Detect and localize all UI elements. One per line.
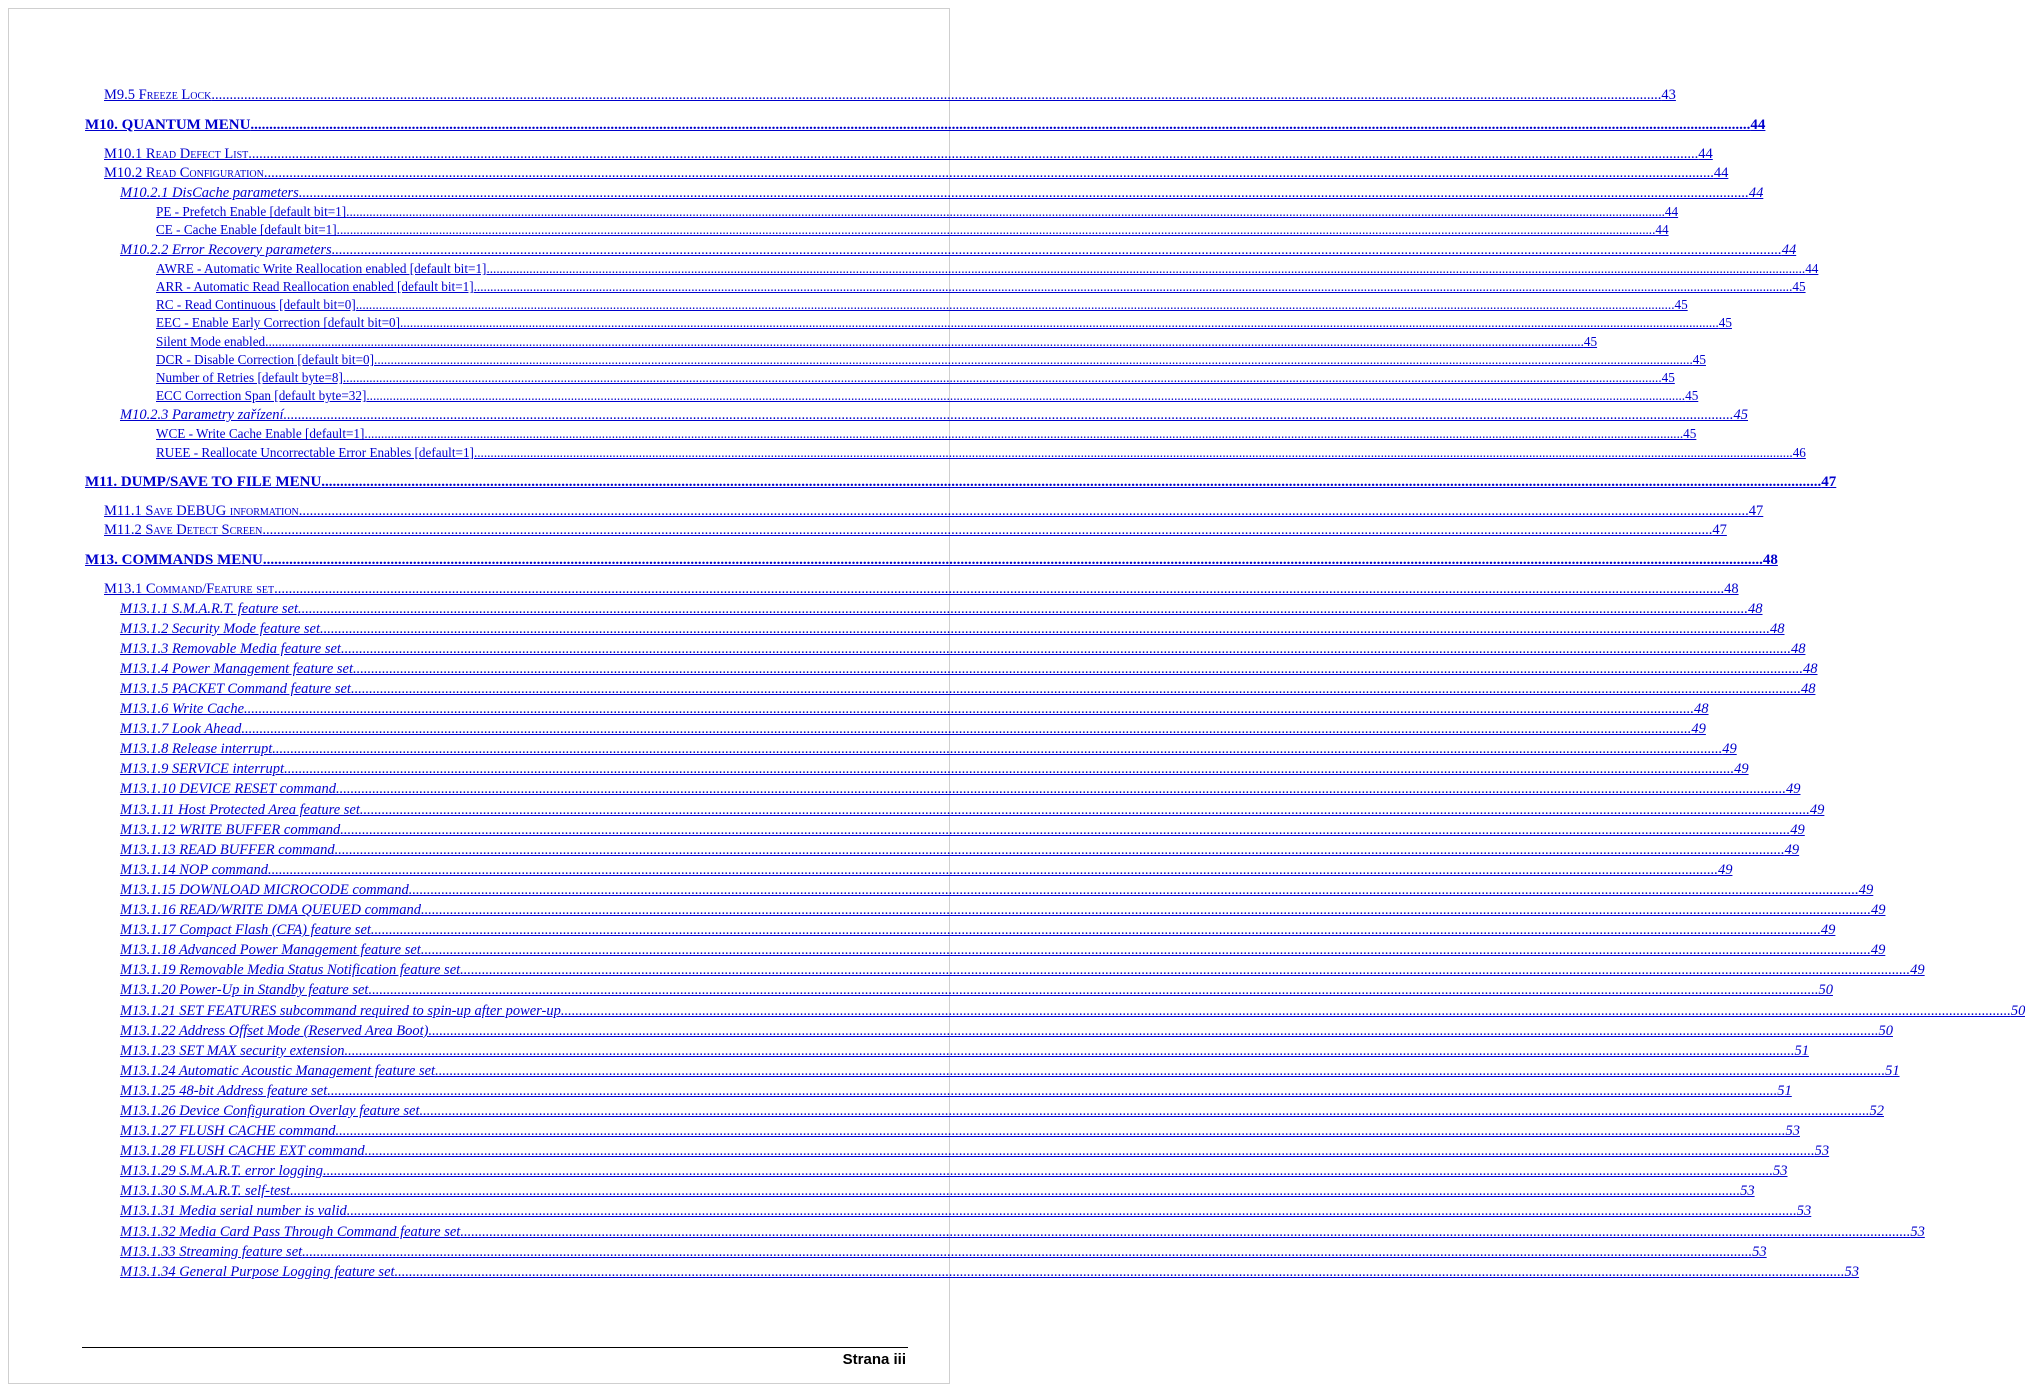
toc-leader-dots: ................................................................................................................................................................................................................................................................................................................................................................................................................ [298,600,1749,617]
toc-leader-dots: ................................................................................................................................................................................................................................................................................................................................................................................................................ [340,821,1791,838]
toc-entry-page: 48 [1748,600,1763,617]
toc-entry-title: M13.1.7 Look Ahead [120,721,242,738]
toc-entry[interactable] [0,115,1766,135]
toc-leader-dots: ................................................................................................................................................................................................................................................................................................................................................................................................................ [428,1022,1879,1039]
toc-entry-page: 45 [1792,278,1806,294]
toc-entry[interactable] [0,639,1806,659]
toc-leader-dots: ................................................................................................................................................................................................................................................................................................................................................................................................................ [265,333,1584,349]
toc-entry-title: M13.1.13 READ BUFFER command [120,841,335,858]
toc-leader-dots: ................................................................................................................................................................................................................................................................................................................................................................................................................ [283,407,1734,424]
toc-entry[interactable] [0,86,1676,105]
toc-entry-title: M13.1.27 FLUSH CACHE command [120,1123,336,1140]
toc-leader-dots: ................................................................................................................................................................................................................................................................................................................................................................................................................ [355,297,1675,313]
toc-entry[interactable] [0,940,1886,960]
toc-leader-dots: ................................................................................................................................................................................................................................................................................................................................................................................................................ [298,185,1749,202]
toc-leader-dots: ................................................................................................................................................................................................................................................................................................................................................................................................................ [342,369,1662,385]
toc-entry[interactable] [0,1121,1800,1141]
toc-entry-page: 49 [1910,962,1925,979]
toc-entry-title: M13.1.17 Compact Flash (CFA) feature set [120,922,371,939]
toc-entry[interactable] [0,387,1699,405]
toc-entry[interactable] [0,502,1764,521]
toc-entry-title: M13.1.16 READ/WRITE DMA QUEUED command [120,902,421,919]
toc-entry-title: M13.1.5 PACKET Command feature set [120,681,351,697]
toc-entry-title: M13.1.34 General Purpose Logging feature set [120,1263,395,1280]
toc-entry-page: 49 [1809,801,1825,818]
toc-entry-page: 49 [1870,942,1886,959]
toc-leader-dots: ................................................................................................................................................................................................................................................................................................................................................................................................................ [473,278,1793,294]
footer-divider [82,1347,908,1348]
toc-entry-page: 51 [1885,1062,1900,1079]
toc-entry-title: ECC Correction Span [default byte=32] [156,388,367,404]
toc-entry-title: M13.1.28 FLUSH CACHE EXT command [120,1143,365,1160]
toc-entry[interactable] [0,1101,1884,1121]
toc-entry[interactable] [0,183,1764,203]
toc-gap [0,105,960,115]
toc-leader-dots: ................................................................................................................................................................................................................................................................................................................................................................................................................ [267,861,1718,878]
toc-entry-page: 44 [1805,260,1819,276]
toc-leader-dots: ................................................................................................................................................................................................................................................................................................................................................................................................................ [420,902,1871,919]
toc-entry[interactable] [0,619,1785,639]
toc-entry-title: M13.1.18 Advanced Power Management feature set [120,942,421,959]
toc-entry-title: M13.1.8 Release interrupt [120,741,273,758]
toc-entry-title: M11.2 Save Detect Screen [104,521,263,538]
toc-leader-dots: ................................................................................................................................................................................................................................................................................................................................................................................................................ [284,761,1735,778]
toc-entry-page: 49 [1820,922,1836,939]
toc-leader-dots: ................................................................................................................................................................................................................................................................................................................................................................................................................ [244,701,1695,718]
toc-entry-title: M13.1.33 Streaming feature set [120,1243,303,1260]
toc-leader-dots: ................................................................................................................................................................................................................................................................................................................................................................................................................ [248,146,1699,162]
toc-entry-page: 49 [1722,741,1737,758]
toc-entry-page: 49 [1786,781,1801,798]
toc-entry[interactable] [0,799,1825,819]
toc-leader-dots: ................................................................................................................................................................................................................................................................................................................................................................................................................ [262,551,1763,568]
toc-gap [0,462,960,472]
table-of-contents [0,86,2025,1282]
toc-entry-page: 49 [1691,721,1706,738]
toc-entry-title: AWRE - Automatic Write Reallocation enabled [default bit=1] [156,260,487,276]
toc-entry[interactable] [0,679,1816,699]
toc-entry[interactable] [0,521,1727,540]
toc-entry[interactable] [0,1201,1812,1221]
toc-leader-dots: ................................................................................................................................................................................................................................................................................................................................................................................................................ [263,165,1714,181]
toc-entry-page: 44 [1698,146,1713,162]
toc-leader-dots: ................................................................................................................................................................................................................................................................................................................................................................................................................ [335,1123,1786,1140]
toc-entry-title: M13.1.10 DEVICE RESET command [120,781,336,798]
toc-entry-title: PE - Prefetch Enable [default bit=1] [156,204,347,220]
toc-leader-dots: ................................................................................................................................................................................................................................................................................................................................................................................................................ [359,801,1810,818]
toc-entry[interactable] [0,1242,1767,1262]
toc-entry-title: RUEE - Reallocate Uncorrectable Error Enables [default=1] [156,444,474,460]
toc-entry-title: WCE - Write Cache Enable [default=1] [156,426,365,442]
toc-entry-title: M11. DUMP/SAVE TO FILE MENU [85,473,322,490]
toc-entry[interactable] [0,900,1886,920]
toc-entry[interactable] [0,820,1805,840]
toc-entry-page: 45 [1683,426,1697,442]
toc-entry[interactable] [0,1221,1925,1241]
toc-entry[interactable] [0,203,1679,221]
toc-entry-title: M13.1 Command/Feature set [104,580,275,597]
toc-leader-dots: ................................................................................................................................................................................................................................................................................................................................................................................................................ [346,1203,1797,1220]
toc-entry-page: 49 [1734,761,1749,778]
toc-leader-dots: ................................................................................................................................................................................................................................................................................................................................................................................................................ [460,1223,1911,1240]
toc-entry[interactable] [0,443,1806,461]
toc-leader-dots: ................................................................................................................................................................................................................................................................................................................................................................................................................ [272,741,1723,758]
toc-entry-title: M13.1.14 NOP command [120,861,268,878]
toc-entry-title: M13.1.2 Security Mode feature set [120,620,320,637]
toc-entry-title: M13.1.30 S.M.A.R.T. self-test [120,1183,291,1200]
toc-entry[interactable] [0,920,1836,940]
toc-entry[interactable] [0,260,1819,278]
toc-entry-title: M10.2.3 Parametry zařízení [120,407,284,424]
toc-entry-title: M13.1.32 Media Card Pass Through Command feature set [120,1223,461,1240]
toc-entry-title: M13.1.1 S.M.A.R.T. feature set [120,600,299,617]
toc-entry-page: 44 [1750,117,1766,133]
toc-entry[interactable] [0,1061,1900,1081]
toc-entry-title: M13.1.3 Removable Media feature set [120,640,341,657]
toc-entry-page: 50 [1878,1022,1893,1039]
toc-entry-title: Number of Retries [default byte=8] [156,369,343,385]
toc-entry-page: 48 [1770,620,1785,637]
toc-entry-page: 44 [1713,165,1729,181]
toc-entry-page: 45 [1718,315,1732,331]
toc-entry-title: M13.1.12 WRITE BUFFER command [120,821,341,838]
toc-entry[interactable] [0,739,1737,759]
toc-gap [0,492,960,502]
toc-entry[interactable] [0,860,1733,880]
toc-leader-dots: ................................................................................................................................................................................................................................................................................................................................................................................................................ [334,841,1785,858]
toc-leader-dots: ................................................................................................................................................................................................................................................................................................................................................................................................................ [364,1143,1815,1160]
toc-leader-dots: ................................................................................................................................................................................................................................................................................................................................................................................................................ [327,1082,1778,1099]
toc-entry-page: 53 [1814,1143,1830,1160]
toc-entry-title: M13.1.23 SET MAX security extension [120,1042,345,1059]
toc-entry-page: 43 [1661,87,1676,103]
toc-entry[interactable] [0,221,1669,239]
toc-entry-page: 48 [1800,681,1816,697]
toc-entry[interactable] [0,719,1706,739]
toc-entry[interactable] [0,278,1806,296]
toc-leader-dots: ................................................................................................................................................................................................................................................................................................................................................................................................................ [368,982,1819,999]
toc-entry[interactable] [0,369,1675,387]
toc-entry-page: 53 [1773,1163,1788,1180]
toc-gap [0,570,960,580]
toc-entry-page: 48 [1724,580,1739,597]
toc-entry-page: 48 [1790,640,1806,657]
toc-entry-title: M13.1.19 Removable Media Status Notification feature set [120,962,461,979]
toc-entry-page: 49 [1870,902,1886,919]
toc-entry-title: CE - Cache Enable [default bit=1] [156,222,337,238]
toc-entry-page: 53 [1844,1263,1860,1280]
toc-entry-title: M13.1.6 Write Cache [120,701,245,718]
toc-entry-page: 49 [1790,821,1805,838]
toc-entry-page: 53 [1752,1243,1767,1260]
toc-entry-page: 46 [1792,444,1806,460]
toc-entry-page: 51 [1794,1042,1809,1059]
toc-leader-dots: ................................................................................................................................................................................................................................................................................................................................................................................................................ [400,315,1719,331]
toc-entry-title: M10.2 Read Configuration [104,165,264,181]
toc-entry-page: 52 [1869,1102,1884,1119]
toc-leader-dots: ................................................................................................................................................................................................................................................................................................................................................................................................................ [340,640,1791,657]
toc-entry-page: 53 [1796,1203,1812,1220]
toc-leader-dots: ................................................................................................................................................................................................................................................................................................................................................................................................................ [394,1263,1845,1280]
toc-entry-title: M9.5 Freeze Lock [104,87,212,103]
toc-entry-title: M13.1.21 SET FEATURES subcommand required to spin-up after power-up [120,1002,561,1019]
toc-entry-title: M13.1.24 Automatic Acoustic Management feature set [120,1062,436,1079]
toc-entry[interactable] [0,880,1874,900]
toc-leader-dots: ................................................................................................................................................................................................................................................................................................................................................................................................................ [408,881,1859,898]
toc-entry-page: 44 [1664,204,1679,220]
toc-entry-title: M13. COMMANDS MENU [85,551,263,568]
toc-entry[interactable] [0,425,1697,443]
toc-entry-page: 47 [1748,502,1764,519]
toc-entry-page: 49 [1784,841,1800,858]
toc-entry-page: 45 [1674,297,1688,313]
toc-leader-dots: ................................................................................................................................................................................................................................................................................................................................................................................................................ [250,117,1751,133]
toc-entry-page: 49 [1858,881,1874,898]
toc-leader-dots: ................................................................................................................................................................................................................................................................................................................................................................................................................ [298,502,1749,519]
toc-entry[interactable] [0,550,1778,570]
toc-entry-title: M13.1.25 48-bit Address feature set [120,1082,328,1099]
toc-entry[interactable] [0,351,1706,369]
footer-page-label: Strana iii [842,1351,906,1368]
toc-entry[interactable] [0,332,1598,350]
toc-leader-dots: ................................................................................................................................................................................................................................................................................................................................................................................................................ [346,204,1665,220]
toc-entry-page: 45 [1661,369,1675,385]
toc-leader-dots: ................................................................................................................................................................................................................................................................................................................................................................................................................ [366,388,1686,404]
toc-leader-dots: ................................................................................................................................................................................................................................................................................................................................................................................................................ [353,660,1804,677]
toc-entry[interactable] [0,1000,2025,1020]
toc-entry[interactable] [0,699,1709,719]
toc-entry-page: 48 [1762,551,1778,568]
toc-leader-dots: ................................................................................................................................................................................................................................................................................................................................................................................................................ [302,1243,1753,1260]
toc-entry-page: 45 [1733,407,1749,424]
toc-leader-dots: ................................................................................................................................................................................................................................................................................................................................................................................................................ [320,620,1770,637]
toc-gap [0,135,960,145]
toc-entry-title: M13.1.15 DOWNLOAD MICROCODE command [120,881,409,898]
toc-leader-dots: ................................................................................................................................................................................................................................................................................................................................................................................................................ [323,1163,1773,1180]
toc-leader-dots: ................................................................................................................................................................................................................................................................................................................................................................................................................ [473,444,1793,460]
toc-entry-page: 47 [1821,473,1837,490]
toc-entry-page: 50 [1818,982,1833,999]
toc-entry[interactable] [0,1081,1792,1101]
toc-leader-dots: ................................................................................................................................................................................................................................................................................................................................................................................................................ [460,962,1911,979]
toc-entry[interactable] [0,1141,1830,1161]
toc-entry-page: 44 [1748,185,1764,202]
toc-gap [0,540,960,550]
toc-leader-dots: ................................................................................................................................................................................................................................................................................................................................................................................................................ [420,942,1871,959]
toc-leader-dots: ................................................................................................................................................................................................................................................................................................................................................................................................................ [336,222,1656,238]
toc-entry[interactable] [0,314,1732,332]
toc-leader-dots: ................................................................................................................................................................................................................................................................................................................................................................................................................ [435,1062,1886,1079]
toc-entry-page: 48 [1803,660,1818,677]
toc-entry-page: 53 [1785,1123,1800,1140]
toc-entry[interactable] [0,1041,1809,1061]
toc-leader-dots: ................................................................................................................................................................................................................................................................................................................................................................................................................ [419,1102,1870,1119]
toc-entry[interactable] [0,1181,1755,1201]
toc-leader-dots: ................................................................................................................................................................................................................................................................................................................................................................................................................ [336,781,1786,798]
toc-entry[interactable] [0,405,1749,425]
toc-entry-title: M13.1.9 SERVICE interrupt [120,761,285,778]
toc-entry[interactable] [0,1262,1860,1282]
toc-entry-page: 49 [1717,861,1733,878]
toc-entry[interactable] [0,659,1818,679]
toc-entry-title: M13.1.20 Power-Up in Standby feature set [120,982,369,999]
toc-entry[interactable] [0,580,1739,599]
toc-entry-title: M10.1 Read Defect List [104,146,249,162]
toc-entry-title: M10.2.2 Error Recovery parameters [120,241,332,258]
toc-entry-page: 44 [1655,222,1669,238]
toc-entry[interactable] [0,472,1837,492]
toc-entry[interactable] [0,239,1797,259]
toc-entry-page: 45 [1692,351,1706,367]
toc-leader-dots: ................................................................................................................................................................................................................................................................................................................................................................................................................ [560,1002,2011,1019]
toc-entry[interactable] [0,1021,1893,1041]
toc-entry[interactable] [0,296,1688,314]
toc-entry-title: RC - Read Continuous [default bit=0] [156,297,356,313]
toc-entry[interactable] [0,980,1833,1000]
toc-entry-title: M13.1.4 Power Management feature set [120,660,354,677]
toc-entry-page: 45 [1685,388,1699,404]
toc-entry[interactable] [0,759,1749,779]
toc-entry-title: M13.1.22 Address Offset Mode (Reserved Area Boot) [120,1022,429,1039]
toc-leader-dots: ................................................................................................................................................................................................................................................................................................................................................................................................................ [290,1183,1741,1200]
toc-entry-title: ARR - Automatic Read Reallocation enabled [default bit=1] [156,278,474,294]
toc-leader-dots: ................................................................................................................................................................................................................................................................................................................................................................................................................ [374,351,1693,367]
toc-leader-dots: ................................................................................................................................................................................................................................................................................................................................................................................................................ [211,87,1662,103]
toc-leader-dots: ................................................................................................................................................................................................................................................................................................................................................................................................................ [274,580,1725,597]
toc-entry-title: DCR - Disable Correction [default bit=0] [156,351,375,367]
toc-leader-dots: ................................................................................................................................................................................................................................................................................................................................................................................................................ [331,241,1782,258]
toc-leader-dots: ................................................................................................................................................................................................................................................................................................................................................................................................................ [370,922,1821,939]
toc-entry-title: M13.1.11 Host Protected Area feature set [120,801,360,818]
toc-entry-title: M13.1.29 S.M.A.R.T. error logging [120,1163,323,1180]
toc-entry-title: M13.1.26 Device Configuration Overlay feature set [120,1102,420,1119]
toc-entry-page: 44 [1781,241,1797,258]
toc-entry[interactable] [0,164,1729,183]
toc-entry-title: M10.2.1 DisCache parameters [120,185,299,202]
toc-entry-title: M10. QUANTUM MENU [85,117,251,133]
toc-entry-title: M13.1.31 Media serial number is valid [120,1203,347,1220]
toc-entry-page: 51 [1777,1082,1792,1099]
toc-entry[interactable] [0,599,1763,619]
toc-entry-page: 48 [1694,701,1709,718]
toc-entry[interactable] [0,145,1713,164]
toc-entry[interactable] [0,779,1801,799]
toc-entry[interactable] [0,1161,1788,1181]
toc-entry-page: 47 [1712,521,1727,538]
toc-leader-dots: ................................................................................................................................................................................................................................................................................................................................................................................................................ [486,260,1806,276]
toc-entry[interactable] [0,960,1925,980]
toc-entry-page: 53 [1740,1183,1755,1200]
toc-leader-dots: ................................................................................................................................................................................................................................................................................................................................................................................................................ [241,721,1692,738]
toc-entry-page: 45 [1583,333,1598,349]
toc-leader-dots: ................................................................................................................................................................................................................................................................................................................................................................................................................ [262,521,1713,538]
toc-leader-dots: ................................................................................................................................................................................................................................................................................................................................................................................................................ [364,426,1684,442]
toc-entry-title: Silent Mode enabled [156,333,266,349]
toc-leader-dots: ................................................................................................................................................................................................................................................................................................................................................................................................................ [344,1042,1795,1059]
toc-leader-dots: ................................................................................................................................................................................................................................................................................................................................................................................................................ [321,473,1822,490]
toc-leader-dots: ................................................................................................................................................................................................................................................................................................................................................................................................................ [350,681,1801,697]
toc-entry-page: 50 [2010,1002,2025,1019]
toc-entry-title: EEC - Enable Early Correction [default bit=0] [156,315,400,331]
toc-entry[interactable] [0,840,1800,860]
toc-entry-title: M11.1 Save DEBUG information [104,502,299,519]
toc-entry-page: 53 [1910,1223,1925,1240]
